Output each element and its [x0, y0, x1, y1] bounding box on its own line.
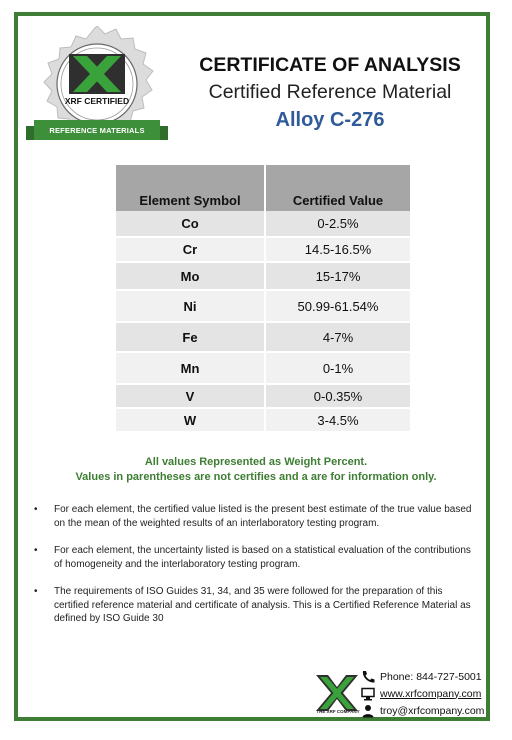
- certified-value: 15-17%: [265, 262, 410, 290]
- list-item-text: For each element, the uncertainty listed is based on a statistical evaluation of the contributions of homogeneity and the interlaboratory testing program.: [54, 545, 471, 570]
- certified-value: 3-4.5%: [265, 408, 410, 432]
- website-link[interactable]: www.xrfcompany.com: [380, 687, 482, 700]
- list-item: [34, 503, 474, 530]
- table-row: [116, 290, 410, 322]
- table-row: [116, 352, 410, 384]
- weight-percent-note: [40, 455, 472, 485]
- contact-email-row: [360, 702, 484, 719]
- alloy-name: Alloy C-276: [275, 109, 385, 131]
- contact-block: [360, 668, 484, 719]
- table-row: [116, 237, 410, 262]
- element-symbol: Mo: [116, 262, 265, 290]
- table-header-row: [116, 165, 410, 211]
- certified-value: 0-2.5%: [265, 211, 410, 237]
- list-item-text: For each element, the certified value listed is the present best estimate of the true value based on the mean of the weighted results of an interlaboratory testing program.: [54, 504, 472, 529]
- contact-phone-row: [360, 668, 484, 685]
- column-header-element: Element Symbol: [116, 165, 265, 211]
- statement-list: [34, 503, 474, 640]
- note-line-1: All values Represented as Weight Percent.: [144, 456, 368, 468]
- element-symbol: Cr: [116, 237, 265, 262]
- title-block: [180, 52, 480, 134]
- phone-number[interactable]: Phone: 844-727-5001: [380, 670, 482, 683]
- certified-value: 14.5-16.5%: [265, 237, 410, 262]
- table-row: [116, 322, 410, 352]
- element-symbol: Ni: [116, 290, 265, 322]
- email-address[interactable]: troy@xrfcompany.com: [380, 704, 485, 717]
- certified-values-table: [116, 165, 410, 433]
- bullet-icon: •: [34, 545, 38, 556]
- phone-icon: [360, 670, 376, 684]
- element-symbol: Mn: [116, 352, 265, 384]
- contact-web-row: [360, 685, 484, 702]
- page-subtitle: Certified Reference Material: [208, 81, 452, 103]
- certified-value: 4-7%: [265, 322, 410, 352]
- element-symbol: Co: [116, 211, 265, 237]
- table-row: [116, 384, 410, 408]
- element-symbol: Fe: [116, 322, 265, 352]
- bullet-icon: •: [34, 504, 38, 515]
- element-symbol: V: [116, 384, 265, 408]
- computer-icon: [360, 687, 376, 701]
- seal-ribbon: REFERENCE MATERIALS: [34, 120, 160, 140]
- table-row: [116, 408, 410, 432]
- person-icon: [360, 704, 376, 718]
- element-symbol: W: [116, 408, 265, 432]
- page-title: CERTIFICATE OF ANALYSIS: [199, 54, 461, 76]
- certified-value: 0-1%: [265, 352, 410, 384]
- note-line-2: Values in parentheses are not certifies and a are for information only.: [75, 471, 437, 483]
- certified-value: 0-0.35%: [265, 384, 410, 408]
- certified-value: 50.99-61.54%: [265, 290, 410, 322]
- table-row: [116, 211, 410, 237]
- list-item-text: The requirements of ISO Guides 31, 34, and 35 were followed for the preparation of this certified reference material and certificate of analysis. This is a Certified Reference Material as defined by ISO Guide 30: [54, 586, 471, 624]
- list-item: [34, 544, 474, 571]
- bullet-icon: •: [34, 586, 38, 597]
- list-item: [34, 585, 474, 626]
- footer-logo-text: THE XRF COMPANY: [316, 709, 360, 714]
- column-header-value: Certified Value: [265, 165, 410, 211]
- seal-badge-text: XRF CERTIFIED: [64, 96, 130, 106]
- table-row: [116, 262, 410, 290]
